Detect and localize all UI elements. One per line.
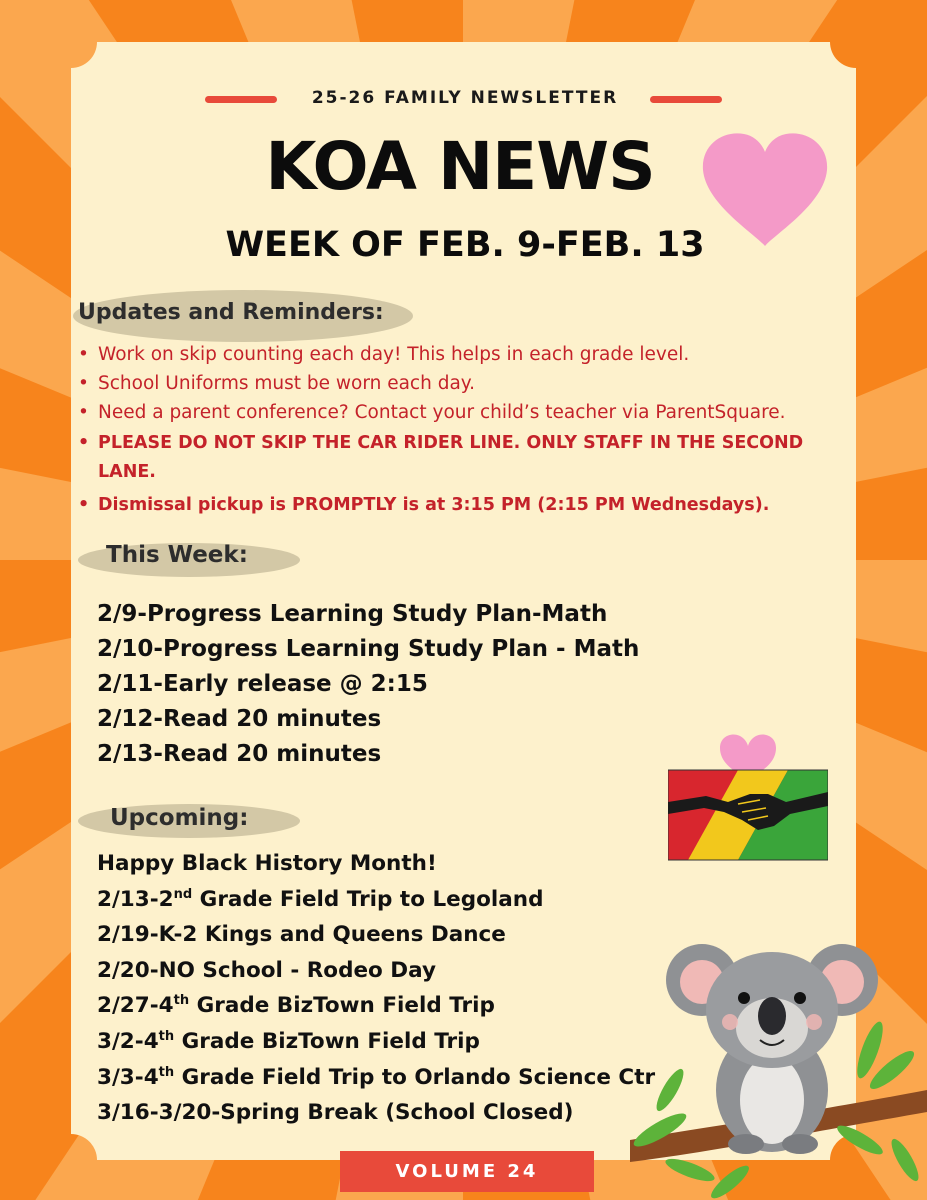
heart-icon xyxy=(700,128,830,248)
this-week-item: 2/11-Early release @ 2:15 xyxy=(97,671,428,697)
this-week-item: 2/13-Read 20 minutes xyxy=(97,741,382,767)
updates-list xyxy=(78,340,838,520)
upcoming-heading: Upcoming: xyxy=(110,805,249,831)
newsletter-title: KOA NEWS xyxy=(265,128,655,205)
this-week-heading: This Week: xyxy=(106,542,248,568)
koala-icon xyxy=(630,930,927,1200)
upcoming-item: Happy Black History Month! xyxy=(97,851,437,876)
updates-heading: Updates and Reminders: xyxy=(78,300,384,325)
update-item: • School Uniforms must be worn each day. xyxy=(78,369,838,398)
update-item: • Need a parent conference? Contact your child’s teacher via ParentSquare. xyxy=(78,398,838,427)
this-week-item: 2/10-Progress Learning Study Plan - Math xyxy=(97,636,640,662)
this-week-item: 2/12-Read 20 minutes xyxy=(97,706,382,732)
upcoming-item: 2/13-2nd Grade Field Trip to Legoland xyxy=(97,886,544,912)
this-week-list xyxy=(97,597,697,772)
upcoming-item: 3/16-3/20-Spring Break (School Closed) xyxy=(97,1100,574,1126)
week-subtitle: WEEK OF FEB. 9-FEB. 13 xyxy=(225,225,705,265)
eyebrow-bar-right xyxy=(650,96,722,103)
upcoming-item: 3/2-4th Grade BizTown Field Trip xyxy=(97,1028,480,1054)
upcoming-item: 2/19-K-2 Kings and Queens Dance xyxy=(97,922,506,948)
upcoming-item: 2/20-NO School - Rodeo Day xyxy=(97,957,437,983)
update-item: • Dismissal pickup is PROMPTLY is at 3:15 PM (2:15 PM Wednesdays). xyxy=(78,491,838,520)
eyebrow-bar-left xyxy=(205,96,277,103)
upcoming-item: 3/3-4th Grade Field Trip to Orlando Science Ctr xyxy=(97,1064,656,1090)
update-item: • PLEASE DO NOT SKIP THE CAR RIDER LINE. ONLY STAFF IN THE SECOND LANE. xyxy=(78,429,838,487)
this-week-item: 2/9-Progress Learning Study Plan-Math xyxy=(97,601,608,627)
handshake-icon xyxy=(668,730,828,862)
upcoming-item: 2/27-4th Grade BizTown Field Trip xyxy=(97,993,495,1019)
volume-footer: VOLUME 24 xyxy=(340,1151,594,1192)
newsletter-eyebrow: 25-26 FAMILY NEWSLETTER xyxy=(311,88,619,108)
update-item: • Work on skip counting each day! This helps in each grade level. xyxy=(78,340,838,369)
